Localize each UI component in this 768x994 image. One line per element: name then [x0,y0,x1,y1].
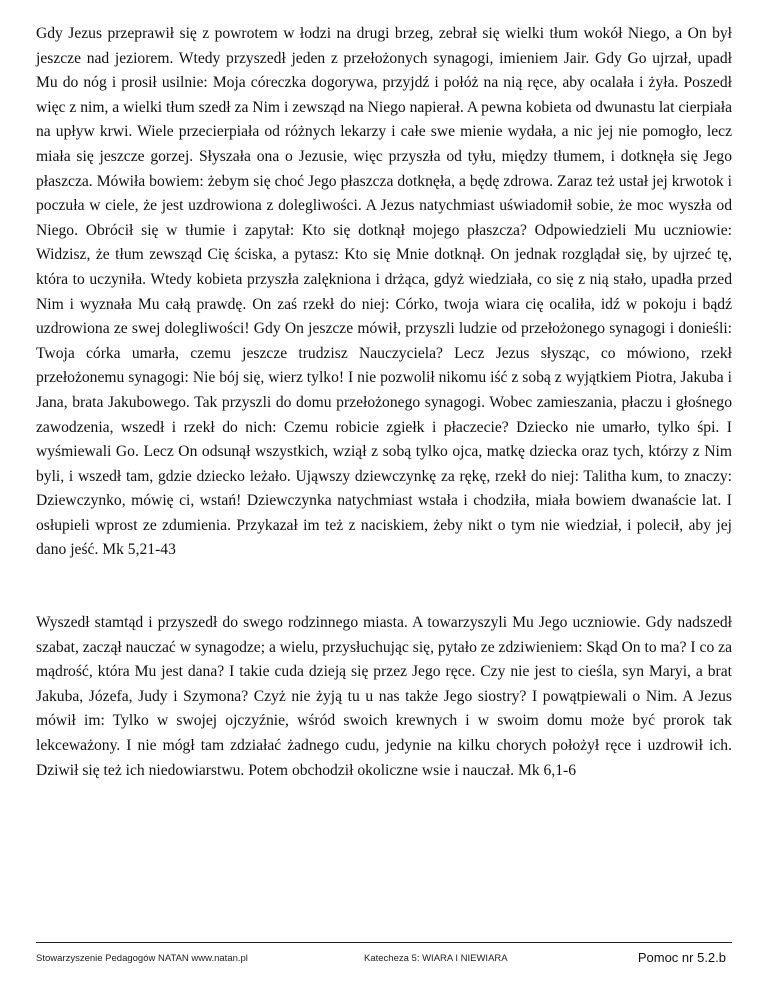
footer-organization: Stowarzyszenie Pedagogów NATAN www.natan.pl [36,953,248,964]
paragraph-mk-5-21-43: Gdy Jezus przeprawił się z powrotem w łodzi na drugi brzeg, zebrał się wielki tłum wokół Niego, a On był jeszcze nad jeziorem. Wtedy przyszedł jeden z przełożonych synagogi, imieniem Jair. Gdy Go ujrzał, upadł Mu do nóg i prosił usilnie: Moja córeczka dogorywa, przyjdź i połóż na nią ręce, aby ocalała i żyła. Poszedł więc z nim, a wielki tłum szedł za Nim i zewsząd na Niego napierał. A pewna kobieta od dwunastu lat cierpiała na upływ krwi. Wiele przecierpiała od różnych lekarzy i całe swe mienie wydała, a nic jej nie pomogło, lecz miała się jeszcze gorzej. Słyszała ona o Jezusie, więc przyszła od tyłu, między tłumem, i dotknęła się Jego płaszcza. Mówiła bowiem: żebym się choć Jego płaszcza dotknęła, a będę zdrowa. Zaraz też ustał jej krwotok i poczuła w ciele, że jest uzdrowiona z dolegliwości. A Jezus natychmiast uświadomił sobie, że moc wyszła od Niego. Obrócił się w tłumie i zapytał: Kto się dotknął mojego płaszcza? Odpowiedzieli Mu uczniowie: Widzisz, że tłum zewsząd Cię ściska, a pytasz: Kto się Mnie dotknął. On jednak rozglądał się, by ujrzeć tę, która to uczyniła. Wtedy kobieta przyszła zalękniona i drżąca, gdyż wiedziała, co się z nią stało, upadła przed Nim i wyznała Mu całą prawdę. On zaś rzekł do niej: Córko, twoja wiara cię ocaliła, idź w pokoju i bądź uzdrowiona ze swej dolegliwości! Gdy On jeszcze mówił, przyszli ludzie od przełożonego synagogi i donieśli: Twoja córka umarła, czemu jeszcze trudzisz Nauczyciela? Lecz Jezus słysząc, co mówiono, rzekł przełożonemu synagogi: Nie bój się, wierz tylko! I nie pozwolił nikomu iść z sobą z wyjątkiem Piotra, Jakuba i Jana, brata Jakubowego. Tak przyszli do domu przełożonego synagogi. Wobec zamieszania, płaczu i głośnego zawodzenia, wszedł i rzekł do nich: Czemu robicie zgiełk i płaczecie? Dziecko nie umarło, tylko śpi. I wyśmiewali Go. Lecz On odsunął wszystkich, wziął z sobą tylko ojca, matkę dziecka oraz tych, którzy z Nim byli, i wszedł tam, gdzie dziecko leżało. Ująwszy dziewczynkę za rękę, rzekł do niej: Talitha kum, to znaczy: Dziewczynko, mówię ci, wstań! Dziewczynka natychmiast wstała i chodziła, miała bowiem dwanaście lat. I osłupieli wprost ze zdumienia. Przykazał im też z naciskiem, żeby nikt o tym nie wiedział, i polecił, aby jej dano jeść. Mk 5,21-43 [36,25,732,559]
document-body [36,22,732,783]
footer-page-label: Pomoc nr 5.2.b [637,950,726,965]
page-footer [36,942,732,973]
footer-lesson-title: Katecheza 5: WIARA I NIEWIARA [364,953,508,964]
paragraph-mk-6-1-6: Wyszedł stamtąd i przyszedł do swego rodzinnego miasta. A towarzyszyli Mu Jego uczniowie. Gdy nadszedł szabat, zaczął nauczać w synagodze; a wielu, przysłuchując się, pytało ze zdziwieniem: Skąd On to ma? I co za mądrość, która Mu jest dana? I takie cuda dzieją się przez Jego ręce. Czy nie jest to cieśla, syn Maryi, a brat Jakuba, Józefa, Judy i Szymona? Czyż nie żyją tu u nas także Jego siostry? I powątpiewali o Nim. A Jezus mówił im: Tylko w swojej ojczyźnie, wśród swoich krewnych i w swoim domu może być prorok tak lekceważony. I nie mógł tam zdziałać żadnego cudu, jedynie na kilku chorych położył ręce i uzdrowił ich. Dziwił się też ich niedowiarstwu. Potem obchodził okoliczne wsie i nauczał. Mk 6,1-6 [36,614,732,779]
